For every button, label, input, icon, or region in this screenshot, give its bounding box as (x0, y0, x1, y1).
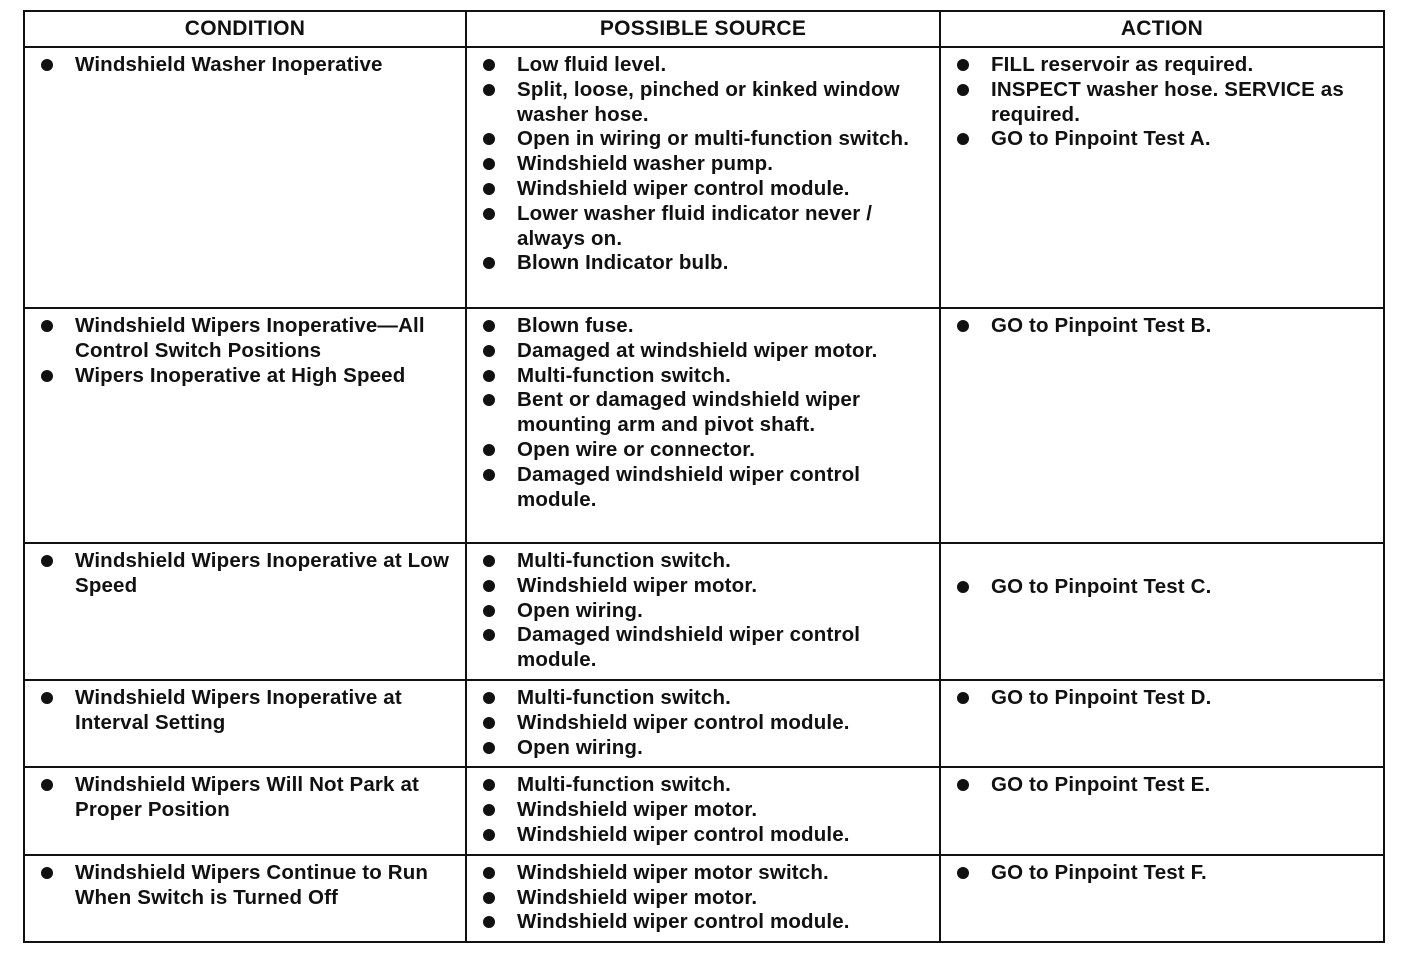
action-item: GO to Pinpoint Test B. (951, 314, 1375, 339)
table-row (24, 680, 1384, 767)
source-item: Damaged at windshield wiper motor. (477, 339, 931, 364)
condition-item: Windshield Wipers Inoperative—All Control Switch Positions (35, 314, 457, 364)
action-cell (940, 680, 1384, 767)
condition-item: Windshield Wipers Will Not Park at Proper Position (35, 773, 457, 823)
action-cell (940, 855, 1384, 942)
source-item: Windshield wiper control module. (477, 177, 931, 202)
action-item: INSPECT washer hose. SERVICE as required. (951, 78, 1375, 128)
source-item: Open wiring. (477, 599, 931, 624)
source-item: Open wiring. (477, 736, 931, 761)
source-item: Windshield wiper motor. (477, 886, 931, 911)
condition-cell (24, 767, 466, 854)
source-item: Damaged windshield wiper control module. (477, 463, 931, 513)
header-action: ACTION (940, 11, 1384, 47)
condition-item: Wipers Inoperative at High Speed (35, 364, 457, 389)
source-cell (466, 767, 940, 854)
source-cell (466, 308, 940, 543)
source-item: Blown Indicator bulb. (477, 251, 931, 276)
header-row (24, 11, 1384, 47)
source-item: Bent or damaged windshield wiper mounting arm and pivot shaft. (477, 388, 931, 438)
condition-cell (24, 543, 466, 680)
condition-item: Windshield Wipers Inoperative at Interval Setting (35, 686, 457, 736)
source-cell (466, 543, 940, 680)
header-condition: CONDITION (24, 11, 466, 47)
source-item: Blown fuse. (477, 314, 931, 339)
action-cell (940, 767, 1384, 854)
source-cell (466, 47, 940, 308)
action-cell (940, 47, 1384, 308)
source-item: Multi-function switch. (477, 686, 931, 711)
action-item: GO to Pinpoint Test A. (951, 127, 1375, 152)
action-cell (940, 308, 1384, 543)
table-row (24, 767, 1384, 854)
condition-cell (24, 680, 466, 767)
action-item: FILL reservoir as required. (951, 53, 1375, 78)
source-item: Windshield wiper motor. (477, 798, 931, 823)
action-item: GO to Pinpoint Test E. (951, 773, 1375, 798)
condition-cell (24, 308, 466, 543)
source-cell (466, 680, 940, 767)
source-item: Split, loose, pinched or kinked window washer hose. (477, 78, 931, 128)
source-item: Multi-function switch. (477, 364, 931, 389)
source-item: Open wire or connector. (477, 438, 931, 463)
diagnosis-table (23, 10, 1385, 943)
condition-item: Windshield Wipers Continue to Run When Switch is Turned Off (35, 861, 457, 911)
action-item: GO to Pinpoint Test C. (951, 575, 1375, 600)
table-row (24, 308, 1384, 543)
source-cell (466, 855, 940, 942)
table-row (24, 47, 1384, 308)
condition-cell (24, 855, 466, 942)
source-item: Windshield washer pump. (477, 152, 931, 177)
condition-item: Windshield Washer Inoperative (35, 53, 457, 78)
header-possible-source: POSSIBLE SOURCE (466, 11, 940, 47)
source-item: Multi-function switch. (477, 773, 931, 798)
condition-cell (24, 47, 466, 308)
source-item: Windshield wiper control module. (477, 711, 931, 736)
source-item: Windshield wiper control module. (477, 823, 931, 848)
source-item: Multi-function switch. (477, 549, 931, 574)
action-cell (940, 543, 1384, 680)
action-item: GO to Pinpoint Test F. (951, 861, 1375, 886)
source-item: Open in wiring or multi-function switch. (477, 127, 931, 152)
source-item: Windshield wiper control module. (477, 910, 931, 935)
source-item: Damaged windshield wiper control module. (477, 623, 931, 673)
condition-item: Windshield Wipers Inoperative at Low Speed (35, 549, 457, 599)
table-row (24, 855, 1384, 942)
source-item: Windshield wiper motor. (477, 574, 931, 599)
action-item: GO to Pinpoint Test D. (951, 686, 1375, 711)
source-item: Lower washer fluid indicator never / always on. (477, 202, 931, 252)
table-row (24, 543, 1384, 680)
source-item: Low fluid level. (477, 53, 931, 78)
source-item: Windshield wiper motor switch. (477, 861, 931, 886)
